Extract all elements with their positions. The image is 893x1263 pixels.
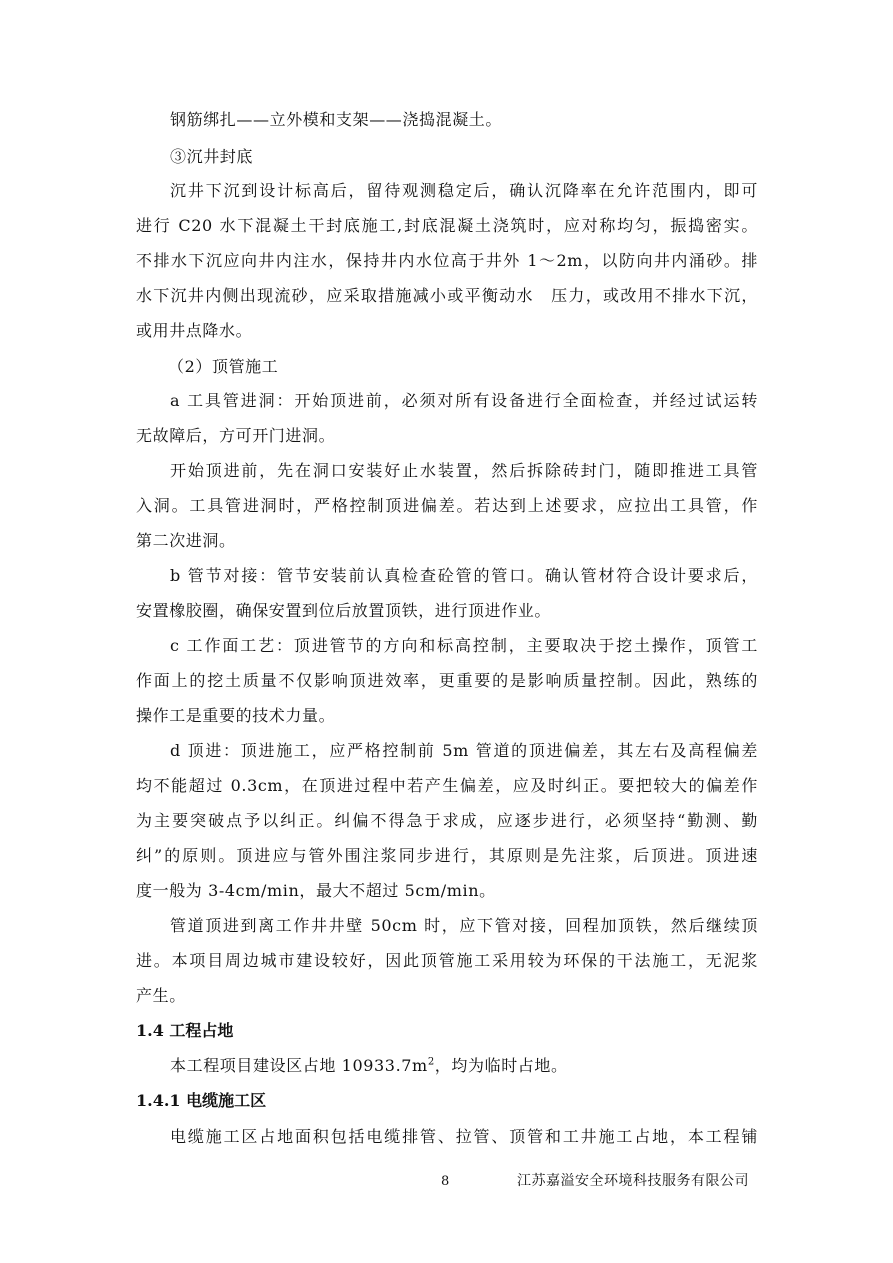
- paragraph-line: 纠”的原则。顶进应与管外围注浆同步进行，其原则是先注浆，后顶进。顶进速: [136, 846, 758, 865]
- paragraph-line: a 工具管进洞：开始顶进前，必须对所有设备进行全面检查，并经过试运转: [170, 391, 758, 410]
- paragraph-line: ③沉井封底: [170, 147, 254, 166]
- paragraph-line: b 管节对接：管节安装前认真检查砼管的管口。确认管材符合设计要求后，: [170, 566, 758, 585]
- paragraph-line: 开始顶进前，先在洞口安装好止水装置，然后拆除砖封门，随即推进工具管: [170, 461, 758, 480]
- paragraph-line: 均不能超过 0.3cm，在顶进过程中若产生偏差，应及时纠正。要把较大的偏差作: [136, 776, 758, 795]
- paragraph-line: 产生。: [136, 986, 186, 1005]
- section-subtitle: （2）顶管施工: [168, 357, 279, 376]
- paragraph-line: 作面上的挖土质量不仅影响顶进效率，更重要的是影响质量控制。因此，熟练的: [136, 671, 758, 690]
- area-text-end: ，均为临时占地。: [434, 1056, 568, 1075]
- area-text: 本工程项目建设区占地 10933.7m: [170, 1056, 428, 1075]
- paragraph-line: 进行 C20 水下混凝土干封底施工,封底混凝土浇筑时，应对称均匀，振捣密实。: [136, 216, 758, 235]
- paragraph-line: 沉井下沉到设计标高后，留待观测稳定后，确认沉降率在允许范围内，即可: [170, 181, 758, 200]
- paragraph-line: 为主要突破点予以纠正。纠偏不得急于求成，应逐步进行，必须坚持“勤测、勤: [136, 811, 758, 830]
- paragraph-line: 第二次进洞。: [136, 531, 236, 550]
- paragraph-line: 或用井点降水。: [136, 321, 253, 340]
- paragraph-line: d 顶进：顶进施工，应严格控制前 5m 管道的顶进偏差，其左右及高程偏差: [170, 741, 758, 760]
- paragraph-line: 入洞。工具管进洞时，严格控制顶进偏差。若达到上述要求，应拉出工具管，作: [136, 496, 758, 515]
- paragraph-line: 水下沉井内侧出现流砂，应采取措施减小或平衡动水 压力，或改用不排水下沉，: [136, 286, 758, 305]
- paragraph-line: 管道顶进到离工作井井壁 50cm 时，应下管对接，回程加顶铁，然后继续顶: [170, 916, 758, 935]
- paragraph-line: c 工作面工艺：顶进管节的方向和标高控制，主要取决于挖土操作，顶管工: [170, 636, 758, 655]
- subsection-heading: 1.4.1 电缆施工区: [136, 1091, 267, 1110]
- paragraph-line: 安置橡胶圈，确保安置到位后放置顶铁，进行顶进作业。: [136, 601, 552, 620]
- paragraph-line: 电缆施工区占地面积包括电缆排管、拉管、顶管和工井施工占地，本工程铺: [170, 1127, 758, 1146]
- page-number: 8: [441, 1174, 450, 1189]
- paragraph-line: 进。本项目周边城市建设较好，因此顶管施工采用较为环保的干法施工，无泥浆: [136, 951, 758, 970]
- paragraph-line: 钢筋绑扎——立外模和支架——浇捣混凝土。: [170, 110, 503, 129]
- paragraph-line: 操作工是重要的技术力量。: [136, 706, 336, 725]
- paragraph-line: 无故障后，方可开门进洞。: [136, 426, 336, 445]
- paragraph-line: 度一般为 3-4cm/min，最大不超过 5cm/min。: [136, 881, 496, 900]
- company-name: 江苏嘉溢安全环境科技服务有限公司: [517, 1173, 749, 1189]
- area-superscript: 2: [427, 1056, 435, 1068]
- paragraph-line: 不排水下沉应向井内注水，保持井内水位高于井外 1～2m，以防向井内涌砂。排: [136, 251, 758, 270]
- section-heading: 1.4 工程占地: [136, 1021, 234, 1040]
- paragraph-line: [170, 1055, 758, 1077]
